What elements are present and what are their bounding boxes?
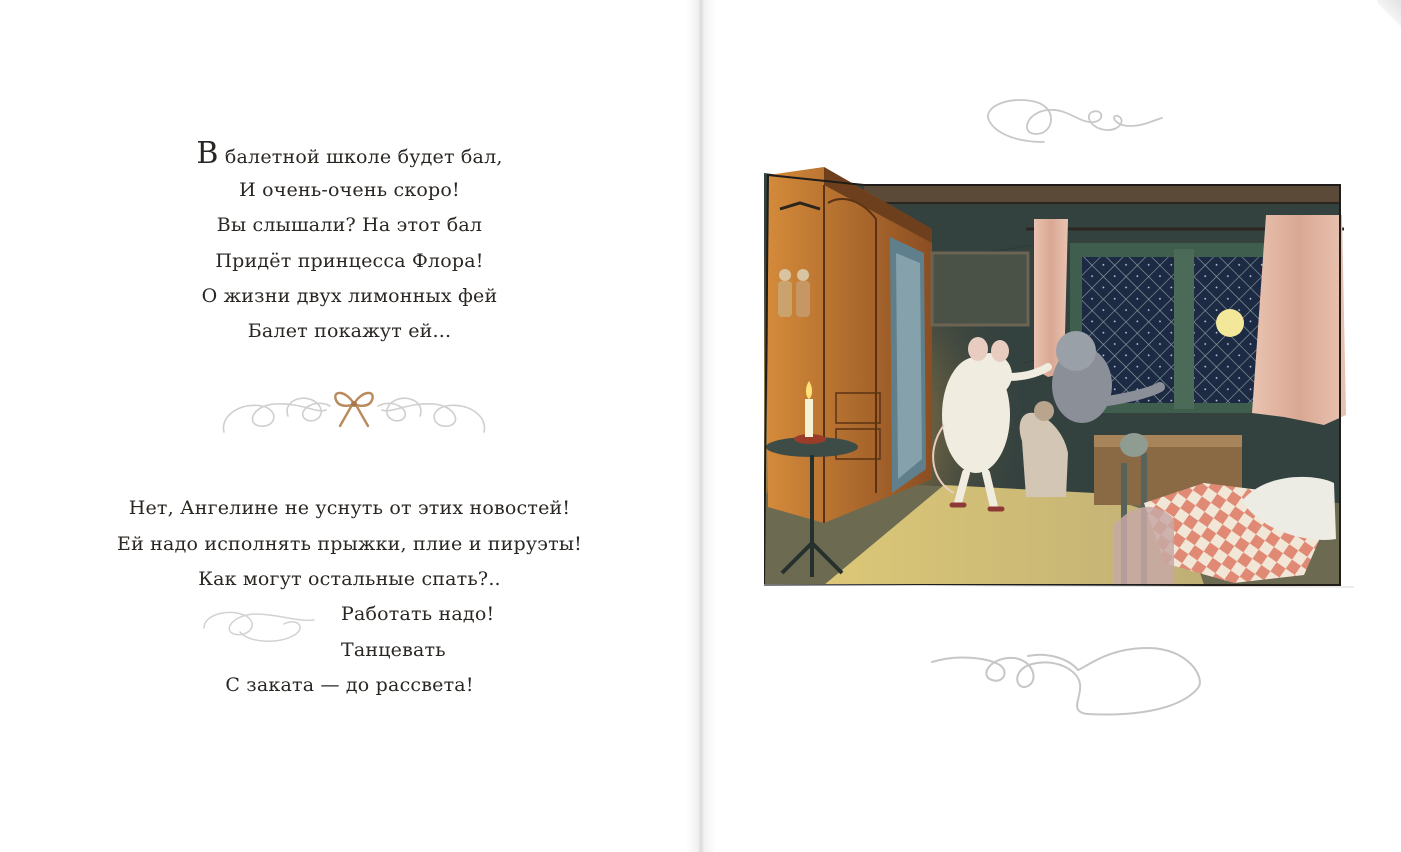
poem-line-2: И очень-очень скоро! (239, 179, 460, 201)
poem-line-3: Вы слышали? На этот бал (216, 214, 483, 236)
poem-line-4: Придёт принцесса Флора! (215, 250, 484, 272)
poem-line-8: Ей надо исполнять прыжки, плие и пируэты! (117, 533, 582, 555)
poem-line-11: Танцевать (341, 639, 446, 661)
poem-line-6: Балет покажут ей... (247, 320, 452, 342)
poem-line-1 (0, 136, 699, 171)
page-corner-fold (1377, 0, 1401, 32)
left-page (0, 0, 699, 852)
poem-line-5: О жизни двух лимонных фей (201, 285, 498, 307)
poem-line-10: Работать надо! (341, 603, 495, 625)
poem-line-1-text: балетной школе будет бал, (218, 146, 503, 168)
drop-cap: В (196, 136, 219, 171)
poem-line-7: Нет, Ангелине не уснуть от этих новостей! (128, 497, 571, 519)
bedroom-illustration (764, 163, 1354, 595)
top-flourish-ornament (984, 94, 1166, 150)
poem-line-12: С заката — до рассвета! (225, 674, 474, 696)
bottom-flourish-ornament (928, 640, 1204, 718)
small-flourish-ornament (200, 602, 320, 650)
book-gutter-shadow (686, 0, 716, 852)
poem-line-9: Как могут остальные спать?.. (198, 568, 501, 590)
bow-flourish-ornament (218, 376, 490, 442)
